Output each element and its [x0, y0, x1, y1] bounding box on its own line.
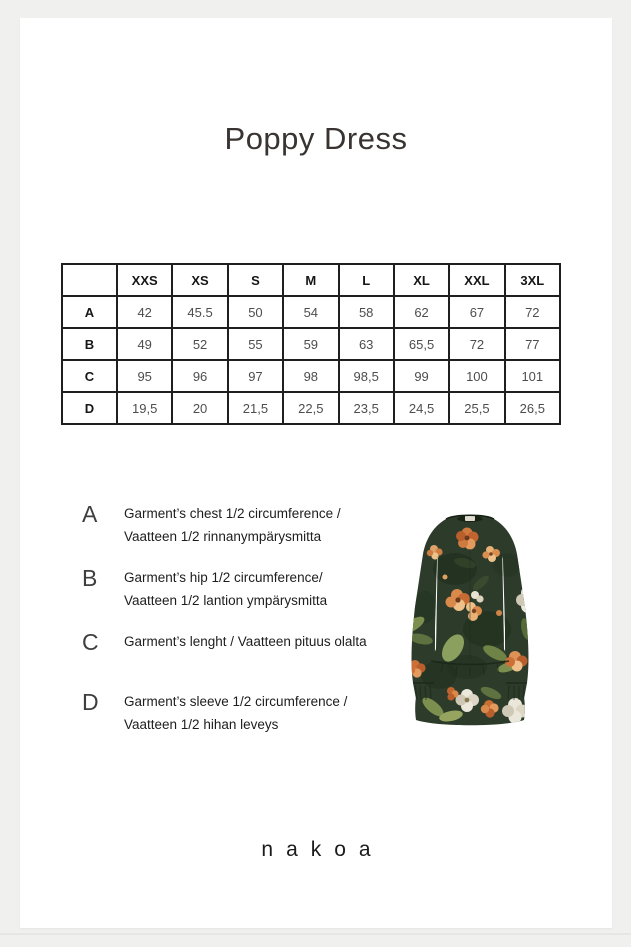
page-title: Poppy Dress	[224, 121, 408, 156]
legend-letter-b: B	[82, 565, 98, 591]
cell-d-xxl: 25,5	[449, 392, 504, 424]
cell-d-l: 23,5	[339, 392, 394, 424]
cell-b-3xl: 77	[505, 328, 560, 360]
cell-a-xxl: 67	[449, 296, 504, 328]
legend-text-line: Garment’s chest 1/2 circumference /	[124, 506, 341, 521]
cell-c-xl: 99	[394, 360, 449, 392]
legend-letter-c: C	[82, 629, 99, 655]
table-row	[62, 392, 560, 424]
cell-c-xxl: 100	[449, 360, 504, 392]
legend-text-line: Vaatteen 1/2 rinnanympärysmitta	[124, 529, 322, 544]
header-cell-s: S	[228, 264, 283, 296]
header-cell-empty	[62, 264, 117, 296]
product-image	[395, 507, 545, 727]
cell-a-s: 50	[228, 296, 283, 328]
row-label-c: C	[62, 360, 117, 392]
cell-c-s: 97	[228, 360, 283, 392]
cell-a-xxs: 42	[117, 296, 172, 328]
cell-d-xs: 20	[172, 392, 227, 424]
header-cell-m: M	[283, 264, 338, 296]
header-cell-l: L	[339, 264, 394, 296]
legend-row-b	[80, 566, 410, 612]
floral-dress-illustration	[395, 507, 545, 727]
cell-a-m: 54	[283, 296, 338, 328]
cell-d-s: 21,5	[228, 392, 283, 424]
row-label-d: D	[62, 392, 117, 424]
cell-d-xl: 24,5	[394, 392, 449, 424]
legend-text-c	[110, 630, 367, 653]
cell-c-xs: 96	[172, 360, 227, 392]
legend-row-a	[80, 502, 410, 548]
cell-b-s: 55	[228, 328, 283, 360]
legend-text-line: Garment’s lenght / Vaatteen pituus olalta	[124, 634, 367, 649]
header-cell-xs: XS	[172, 264, 227, 296]
cell-a-3xl: 72	[505, 296, 560, 328]
table-header-row	[62, 264, 560, 296]
cell-b-m: 59	[283, 328, 338, 360]
header-cell-3xl: 3XL	[505, 264, 560, 296]
cell-b-l: 63	[339, 328, 394, 360]
legend-row-d	[80, 690, 410, 736]
table-row	[62, 360, 560, 392]
cell-c-xxs: 95	[117, 360, 172, 392]
cell-b-xl: 65,5	[394, 328, 449, 360]
page-card	[20, 18, 612, 928]
legend-text-line: Garment’s hip 1/2 circumference/	[124, 570, 323, 585]
brand-logo: nakoa	[261, 838, 384, 861]
header-cell-xl: XL	[394, 264, 449, 296]
size-chart-table	[61, 263, 561, 425]
cell-c-l: 98,5	[339, 360, 394, 392]
legend-text-line: Vaatteen 1/2 lantion ympärysmitta	[124, 593, 328, 608]
cell-c-3xl: 101	[505, 360, 560, 392]
cell-d-xxs: 19,5	[117, 392, 172, 424]
legend-text-line: Vaatteen 1/2 hihan leveys	[124, 717, 279, 732]
cell-b-xxs: 49	[117, 328, 172, 360]
cell-b-xxl: 72	[449, 328, 504, 360]
legend-letter-a: A	[82, 501, 98, 527]
legend-text-a	[110, 502, 341, 548]
cell-a-l: 58	[339, 296, 394, 328]
table-row	[62, 328, 560, 360]
cell-d-3xl: 26,5	[505, 392, 560, 424]
cell-c-m: 98	[283, 360, 338, 392]
cell-a-xs: 45.5	[172, 296, 227, 328]
cell-b-xs: 52	[172, 328, 227, 360]
legend-text-d	[110, 690, 347, 736]
row-label-a: A	[62, 296, 117, 328]
header-cell-xxl: XXL	[449, 264, 504, 296]
cell-d-m: 22,5	[283, 392, 338, 424]
table-row	[62, 296, 560, 328]
legend-letter-d: D	[82, 689, 99, 715]
legend-text-b	[110, 566, 327, 612]
legend-text-line: Garment’s sleeve 1/2 circumference /	[124, 694, 348, 709]
row-label-b: B	[62, 328, 117, 360]
page-bottom-divider	[0, 933, 631, 935]
header-cell-xxs: XXS	[117, 264, 172, 296]
legend-row-c	[80, 630, 410, 654]
cell-a-xl: 62	[394, 296, 449, 328]
